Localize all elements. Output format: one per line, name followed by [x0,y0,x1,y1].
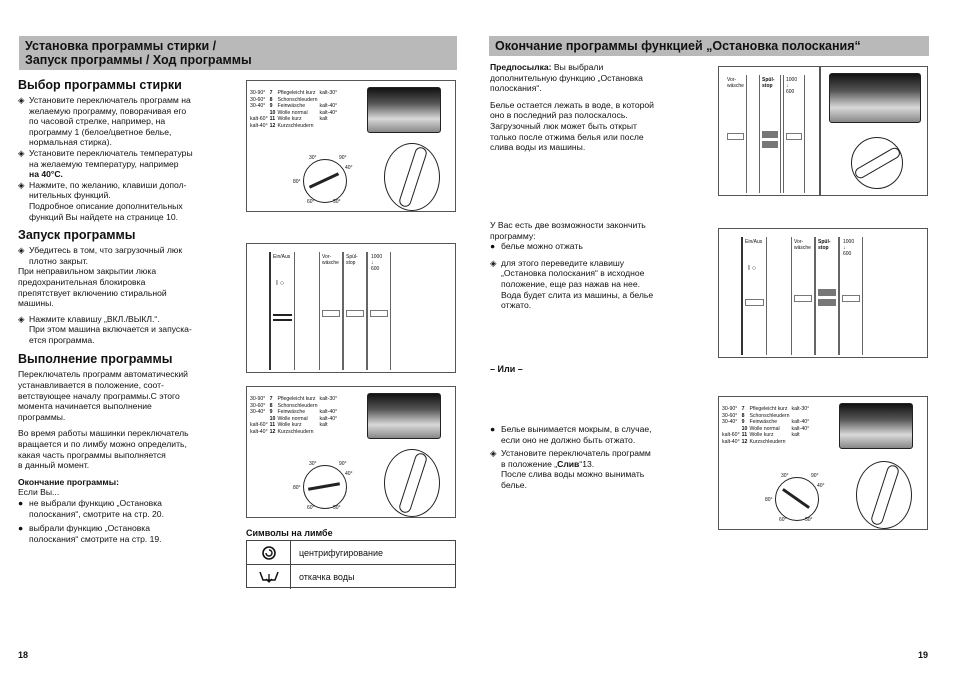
power-icon: I ○ [748,265,757,272]
list-item: ● Белье вынимается мокрым, в случае, если оно не должно быть отжато. [490,424,652,445]
program-table [250,90,339,130]
spuelstop-panel: Vor- wäsche Spül- stop 1000 ↓ 600 [718,66,820,196]
program-table-cell: 11 [269,422,276,429]
program-table-row [722,419,811,426]
program-table-cell: Feinwäsche [277,103,306,110]
knob-panel [820,66,928,196]
program-table-cell [250,416,270,423]
program-table-cell: kalt-30° [319,396,338,402]
program-table-row [250,396,339,403]
paragraph: Белье остается лежать в воде, в которой оно в последний раз полоскалось. Загрузочный люк может быть открыт только после отжима белья или после слива воды из машины. [490,99,654,153]
program-table-cell [320,123,340,130]
program-table-cell [320,403,340,410]
precondition: Предпосылка: Вы выбрали дополнительную функцию „Остановка полоскания“. [490,62,643,94]
bullet-icon: ● [18,498,24,508]
program-table-cell: Pflegeleicht kurz [277,90,316,96]
drain-icon [247,565,291,589]
program-table-cell: Feinwäsche [277,409,306,416]
program-table-row [722,406,811,413]
program-table-cell: Kurzschleudern [749,438,786,445]
diamond-bullet-icon: ◈ [18,313,25,324]
program-dial [303,465,347,509]
temperature-knob [851,137,903,189]
temperature-knob [856,461,912,529]
symbol-label: откачка воды [299,572,355,582]
diamond-bullet-icon: ◈ [490,448,497,459]
list-item: ◈ для этого переведите клавишу „Остановка полоскания“ в исходное положение, еще раз нажав на нее. Вода будет слита из машины, а белье отжато. [490,257,654,311]
program-table-cell: Schonschleudern [277,96,318,103]
program-table-cell: Wolle kurz [749,432,774,439]
program-table-cell: 30-40° [250,409,266,416]
program-table-cell [250,110,270,117]
program-table-cell: Wolle kurz [277,422,302,429]
program-table-row [250,416,339,423]
program-dial [775,477,819,521]
list-item: ● белье можно отжать [490,241,583,252]
list-item: ● выбрали функцию „Остановка полоскания“ смотрите на стр. 19. [18,523,162,544]
program-table-cell: 10 [269,415,276,422]
spin-icon [247,541,291,564]
button-slot-vorwaesche: Vor- wäsche [319,252,343,370]
button-slot-einaus [269,252,295,370]
display-window [839,403,913,449]
program-table-cell: Schonschleudern [749,412,790,419]
diamond-bullet-icon: ◈ [18,179,25,190]
program-table-cell: kalt-40° [791,425,810,432]
button-slot-spuelstop: Spül- stop [343,252,367,370]
dial-tick: 90° [339,155,347,161]
program-table-cell: kalt-60° [722,432,740,439]
section-title-run: Выполнение программы [18,352,173,367]
program-table-cell: 9 [269,409,273,416]
temperature-knob [384,449,440,517]
program-table-cell [320,97,340,104]
button-panel [246,243,456,373]
paragraph: При неправильном закрытии люка предохранительная блокировка препятствует включению стиральной машины. [18,266,167,309]
program-table-cell: 7 [741,406,745,412]
program-table-cell: kalt-40° [250,122,268,129]
program-table-cell: 7 [269,396,273,402]
program-table-cell: kalt-40° [791,419,810,426]
program-table-cell: 8 [741,412,745,419]
program-table-row [250,97,339,104]
program-table-row [250,409,339,416]
program-table-cell: 10 [269,109,276,116]
spuelstop-button-pressed: Spül- stop [815,237,839,355]
program-table-cell: kalt-40° [319,409,338,416]
if-text: Если Вы... [18,487,60,498]
bullet-icon: ● [490,424,496,434]
list-item: ● не выбрали функцию „Остановка полоскания“, смотрите на стр. 20. [18,498,164,519]
list-item: ◈ Установите переключатель температуры на желаемую температуру, например на 40°C. [18,147,193,180]
program-table-cell: 30-90° [722,406,738,412]
symbol-row [247,565,455,589]
program-table-cell: kalt-40° [319,415,338,422]
program-table-row [250,116,339,123]
program-table-cell: 30-40° [250,103,266,110]
section-title-start: Запуск программы [18,228,136,243]
dial-tick: 40° [345,165,353,171]
dial-tick: 80° [293,179,301,185]
program-table-row [250,123,339,130]
program-table-cell: kalt-60° [250,116,268,123]
program-selector-panel-1 [246,80,456,212]
section-title-select: Выбор программы стирки [18,78,182,92]
program-table-cell: 8 [269,402,273,409]
symbols-title: Символы на лимбе [246,528,333,538]
program-table-row [250,103,339,110]
page-number-right: 19 [918,650,929,660]
program-table-cell [792,439,812,446]
program-table-cell [320,429,340,436]
paragraph: У Вас есть две возможности закончить программу: [490,220,646,241]
left-header [19,36,457,70]
program-table-row [250,429,339,436]
program-table-cell: kalt-30° [319,90,338,96]
program-table-cell: 11 [269,116,276,123]
program-table-row [250,422,339,429]
spuelstop-button-pressed: Spül- stop [759,75,781,193]
program-table-cell: 12 [269,428,276,435]
program-table-cell: kalt-40° [319,103,338,110]
bullet-icon: ● [490,241,496,252]
program-table-cell: Kurzschleudern [277,428,314,435]
program-table-cell: Schonschleudern [277,402,318,409]
display-window [367,393,441,439]
program-table-cell: Wolle normal [277,415,308,422]
program-table-row [250,110,339,117]
right-text-block-1 [490,62,695,153]
dial-tick: 60° [307,199,315,205]
or-separator: – Или – [490,364,523,374]
program-table-cell: Wolle normal [749,425,780,432]
diamond-bullet-icon: ◈ [18,245,25,256]
end-title: Окончание программы: [18,476,119,487]
program-table-cell: kalt-60° [250,422,268,429]
program-table-cell: Feinwäsche [749,419,778,426]
program-table-cell: 30-60° [250,402,266,409]
program-table-cell: 12 [741,438,748,445]
program-table-cell: 30-60° [250,96,266,103]
program-table-cell: Wolle kurz [277,116,302,123]
program-table-cell: kalt-40° [250,428,268,435]
program-table-cell: Kurzschleudern [277,122,314,129]
right-header: Окончание программы функцией „Остановка полоскания“ [489,36,929,56]
program-table-cell: 30-40° [722,419,738,426]
program-table-cell [792,413,812,420]
list-item: ◈ Убедитесь в том, что загрузочный люк плотно закрыт. [18,245,183,266]
program-table-row [722,413,811,420]
program-table-row [250,403,339,410]
dial-tick: 30° [309,155,317,161]
program-table-cell: 10 [741,425,748,432]
program-table-cell: Pflegeleicht kurz [277,396,316,402]
page-number-left: 18 [18,650,29,660]
diamond-bullet-icon: ◈ [18,95,25,105]
program-table-row [722,426,811,433]
paragraph: Во время работы машинки переключатель вращается и по лимбу можно определить, какая часть программы выполняется в данный момент. [18,428,189,471]
button-slot-rpm: 1000 ↓ 600 [367,252,391,370]
program-table-cell: 30-90° [250,396,266,402]
list-item: ◈ Установите переключатель программ в положение „Слив“13. После слива воды можно вынимать белье. [490,448,651,490]
program-table-row [250,90,339,97]
program-table-cell: kalt-30° [791,406,810,412]
left-header-line1: Установка программы стирки / [25,39,217,53]
program-table-cell: 9 [741,419,745,426]
bullet-icon: ● [18,523,24,534]
right-text-block-2 [490,220,695,311]
program-table [722,406,811,446]
program-table-cell: 7 [269,90,273,96]
program-table-cell: 11 [741,432,748,439]
program-table-cell [722,426,742,433]
symbol-label: центрифугирование [299,547,383,558]
left-header-line2: Запуск программы / Ход программы [25,53,252,67]
symbol-row [247,541,455,565]
program-table-cell: kalt-40° [722,438,740,445]
button-panel-right: Ein/Aus I ○ Vor- wäsche Spül- stop 1000 ↓ 600 [718,228,928,358]
list-item: ◈ Установите переключатель программ на желаемую программу, поворачивая его по часовой стрелке, например, на программу 1 (белое/цветное белье, нормальная стирка). [18,95,191,148]
symbols-table [246,540,456,588]
program-table-cell: kalt [319,116,328,123]
left-text-column [18,78,233,544]
power-icon: I ○ [276,280,285,287]
program-table-cell: kalt-40° [319,109,338,116]
program-table-cell: 8 [269,96,273,103]
list-item: ◈ Нажмите клавишу „ВКЛ./ВЫКЛ.“. При этом машина включается и запуска- ется программа. [18,313,192,345]
program-dial [303,159,347,203]
program-selector-panel-3: 30-90° 7 Pflegeleicht kurz kalt-30° 30-60° 8 Schonschleudern 30-40° 9 Feinwäsche kalt-40° 10 Wolle normal kalt-40° kalt-60° 11 Wolle kurz kalt kalt-40° 12 Kurzschleudern 30° 40° 50° 60° 80° 90° [718,396,928,530]
display-window [367,87,441,133]
temperature-knob [384,143,440,211]
program-table-cell: kalt [791,432,800,439]
program-table-row [722,432,811,439]
program-table-cell: 12 [269,122,276,129]
program-table-cell: Pflegeleicht kurz [749,406,788,412]
program-table-cell: 30-90° [250,90,266,96]
right-text-block-3 [490,424,695,491]
paragraph: Переключатель программ автоматический устанавливается в положение, соот- ветствующее началу программы.С этого момента начинается выполнение программы. [18,369,188,422]
program-selector-panel-2: 30-90° 7 Pflegeleicht kurz kalt-30° 30-60° 8 Schonschleudern 30-40° 9 Feinwäsche kalt-40° 10 Wolle normal kalt-40° kalt-60° 11 Wolle kurz kalt kalt-40° 12 Kurzschleudern 30° 40° 50° 60° 80° 90° [246,386,456,518]
program-table-cell: 9 [269,103,273,110]
program-table [250,396,339,436]
program-table-cell: Wolle normal [277,109,308,116]
dial-tick: 50° [333,199,341,205]
program-table-cell: 30-60° [722,412,738,419]
display-window [829,73,921,123]
list-item: ◈ Нажмите, по желанию, клавиши допол- нительных функций. Подробное описание дополнительных функций Вы найдете на странице 10. [18,179,187,222]
diamond-bullet-icon: ◈ [490,257,497,268]
program-table-cell: kalt [319,422,328,429]
diamond-bullet-icon: ◈ [18,147,25,158]
einaus-label: Ein/Aus [273,254,291,260]
program-table-row [722,439,811,446]
